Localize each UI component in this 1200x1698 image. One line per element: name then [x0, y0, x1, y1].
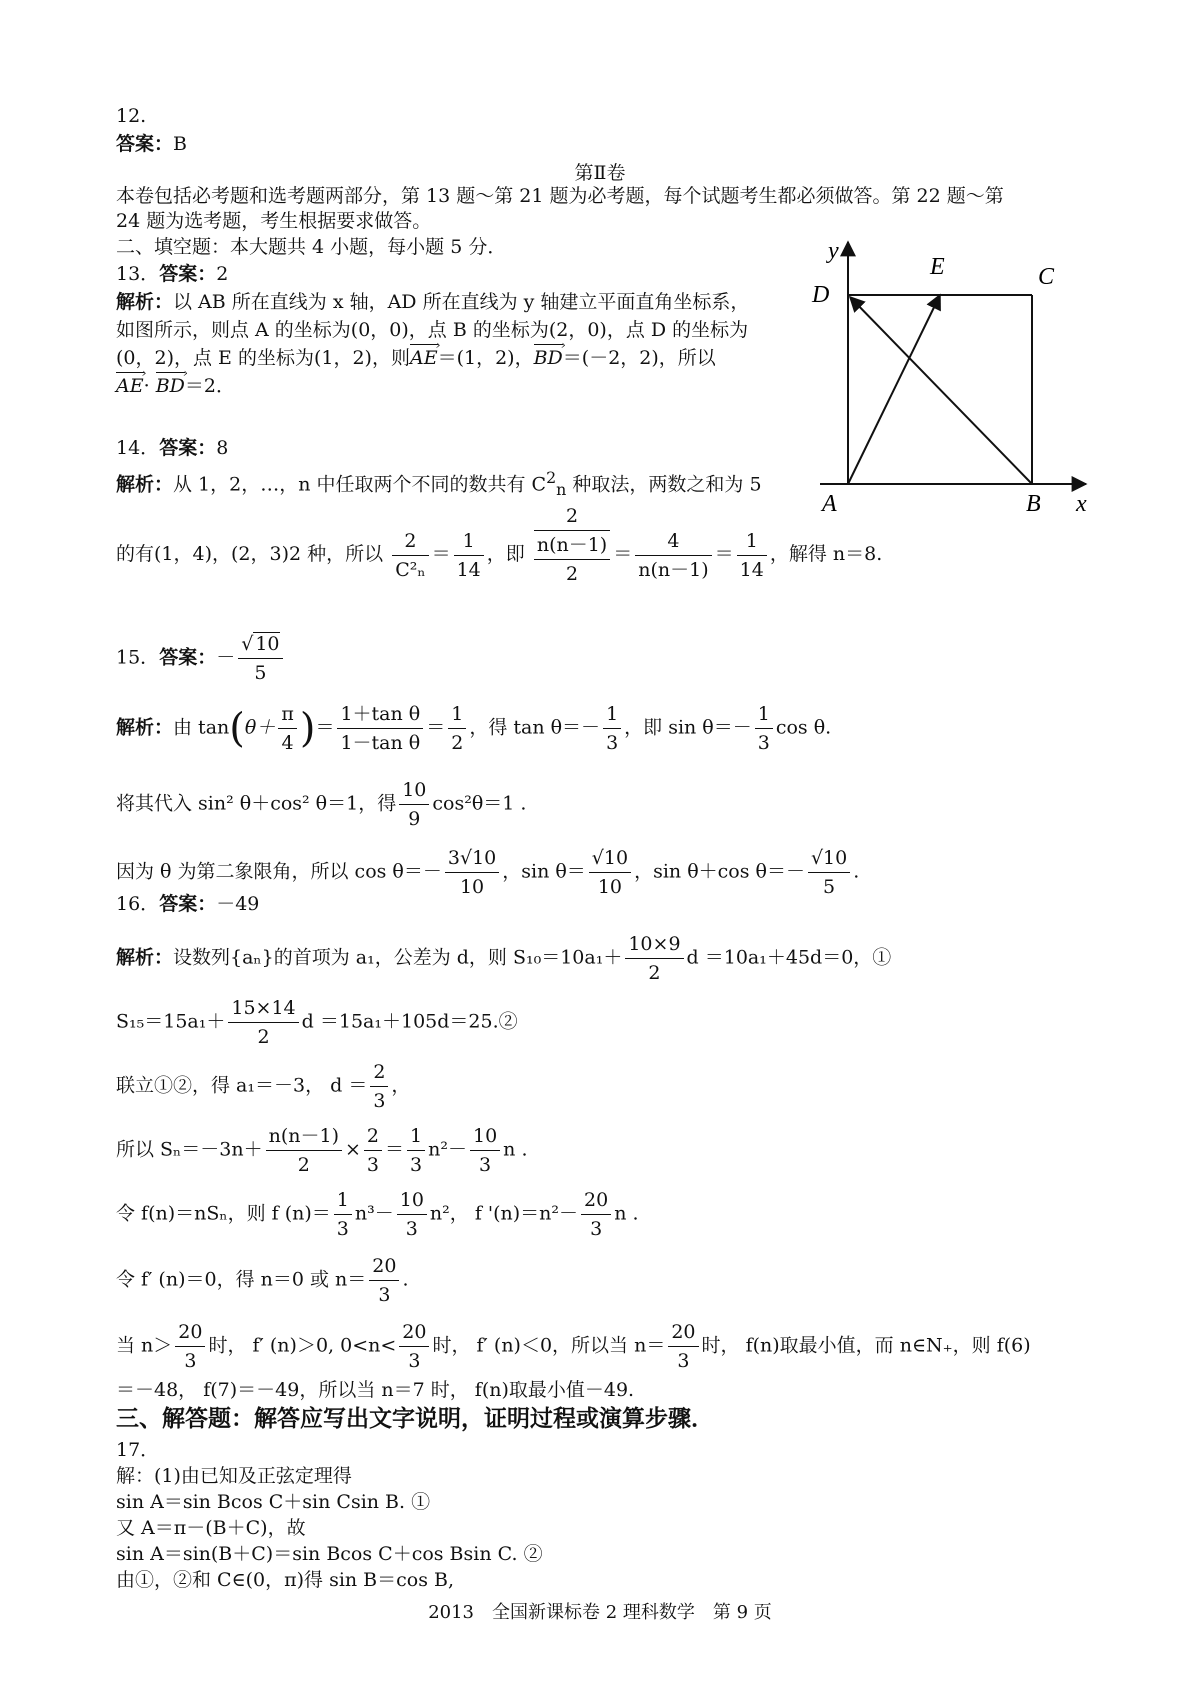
numerator: 1	[448, 700, 466, 729]
fraction	[399, 776, 429, 833]
label-c: C	[1038, 264, 1055, 290]
denominator: 3	[184, 1350, 197, 1372]
q13-line-4	[116, 374, 235, 398]
text: .	[853, 860, 860, 883]
q13-header	[116, 262, 228, 286]
text: ＝	[385, 1138, 405, 1161]
denominator: 3	[366, 1154, 380, 1176]
text: cos²θ＝1 .	[432, 792, 527, 815]
numerator: 1	[454, 527, 484, 556]
numerator: √ 10	[238, 630, 282, 659]
intro-line-1: 本卷包括必考题和选考题两部分，第 13 题～第 21 题为必考题，每个试题考生都必须做答。第 22 题～第	[116, 185, 1004, 207]
text: 时， f(n)取最小值，而 n∈N₊，则 f(6)	[701, 1334, 1031, 1357]
answer-value: 2	[216, 263, 229, 285]
text: cos θ.	[775, 716, 832, 739]
text: 时， f′ (n)＞0, 0<n<	[208, 1334, 397, 1357]
fraction	[589, 844, 631, 901]
numerator: 1	[755, 700, 773, 729]
numerator: 4	[635, 527, 711, 556]
fraction	[397, 1186, 427, 1243]
denominator: 3	[408, 1350, 421, 1372]
answer-label: 答案：	[159, 263, 217, 285]
text: ＝	[431, 543, 451, 565]
vector-ae: AE ›	[410, 346, 438, 370]
fraction	[407, 1122, 425, 1179]
numerator: 2	[364, 1122, 382, 1151]
radicand: 10	[255, 633, 280, 655]
text: 联立①②，得 a₁＝－3， d ＝	[116, 1074, 368, 1097]
text: ＝	[613, 543, 633, 565]
analysis-label: 解析：	[116, 946, 174, 969]
text: 由 tan	[173, 716, 230, 739]
text: n .	[503, 1138, 528, 1161]
q13-line-2: 如图所示，则点 A 的坐标为(0，0)，点 B 的坐标为(2，0)，点 D 的坐标为	[116, 319, 749, 341]
denominator: 2	[565, 563, 579, 585]
text: d ＝15a₁＋105d＝25.②	[301, 1010, 518, 1033]
superscript: 2	[546, 468, 557, 487]
section-title: 第Ⅱ卷	[574, 162, 626, 184]
answer-label: 答案：	[159, 893, 217, 915]
text: ·	[143, 375, 156, 397]
q16-line-5	[116, 1186, 639, 1243]
answer-label: 答案：	[159, 646, 217, 669]
denominator: 10	[597, 876, 623, 898]
text: 设数列{aₙ}的首项为 a₁，公差为 d，则 S₁₀＝10a₁＋	[173, 946, 623, 969]
question-number: 15．	[116, 646, 160, 669]
q15-line-1: 解析：由 tan(θ＋ $\frac{\pi}{4}$ )＝ $\frac{\text{1＋tan θ}}{\text{1－tan θ}}$ ＝ $\frac{1}{2}$ ，得 tan θ＝－ $\frac{1}{3}$ ，即 sin θ＝－ $\frac{1}{3}$ cos θ.	[116, 700, 831, 757]
denominator: 14	[456, 558, 481, 581]
fraction	[454, 527, 484, 584]
denominator: 3	[373, 1090, 386, 1112]
vector-bd: BD ›	[156, 374, 185, 398]
fraction	[238, 630, 282, 687]
text: ＝2．	[184, 375, 235, 397]
numerator: 3√10	[445, 844, 499, 873]
text: n³－	[354, 1202, 394, 1225]
fraction	[364, 1122, 382, 1179]
q16-header	[116, 892, 259, 916]
denominator: 1－tan θ	[340, 732, 421, 754]
denominator: 3	[405, 1218, 418, 1240]
q16-line-7	[116, 1318, 1031, 1375]
page-footer: 2013 全国新课标卷 2 理科数学 第 9 页	[428, 1602, 772, 1623]
denominator: 3	[590, 1218, 603, 1240]
denominator: 3	[479, 1154, 492, 1176]
text: ＝(－2，2)，所以	[562, 347, 716, 369]
text: ，解得 n＝8.	[769, 543, 883, 565]
text: ＝	[714, 543, 734, 565]
text: n²－	[428, 1138, 467, 1161]
analysis-text: 以 AB 所在直线为 x 轴，AD 所在直线为 y 轴建立平面直角坐标系，	[173, 291, 750, 313]
label-y: y	[828, 238, 839, 264]
text: 所以 Sₙ＝－3n＋	[116, 1138, 263, 1161]
denominator: 5	[823, 876, 836, 898]
q16-line-3	[116, 1058, 410, 1115]
denominator: 3	[606, 732, 619, 754]
answer-label: 答案：	[116, 133, 174, 155]
numerator: 2	[370, 1058, 388, 1087]
text: ，	[391, 1074, 411, 1097]
q17-line-5: 由①，②和 C∈(0，π)得 sin B＝cos B,	[116, 1569, 455, 1591]
fraction	[668, 1318, 698, 1375]
coordinate-figure	[800, 236, 1100, 516]
q13-line-1	[116, 290, 749, 314]
fraction	[399, 1318, 429, 1375]
vector-ae-arrow	[848, 295, 940, 484]
numerator: √10	[808, 844, 850, 873]
label-a: A	[822, 491, 837, 516]
q16-line-1	[116, 930, 891, 987]
fill-heading: 二、填空题：本大题共 4 小题，每小题 5 分．	[116, 236, 507, 258]
q16-line-4	[116, 1122, 528, 1179]
text: 因为 θ 为第二象限角，所以 cos θ＝－	[116, 860, 442, 883]
text: ×	[345, 1138, 361, 1161]
analysis-label: 解析：	[116, 473, 174, 496]
answer-label: 答案：	[159, 437, 217, 459]
q15-header	[116, 630, 286, 687]
denominator: C²ₙ	[395, 558, 426, 581]
text: 时， f′ (n)＜0，所以当 n＝	[432, 1334, 666, 1357]
q15-line-2	[116, 776, 526, 833]
numerator: √10	[589, 844, 631, 873]
numerator: 1	[737, 527, 767, 556]
vector-bd-arrow	[850, 297, 1032, 484]
denominator: n(n－1)	[638, 558, 709, 581]
fraction	[603, 700, 621, 757]
text: ，sin θ＋cos θ＝－	[634, 860, 805, 883]
denominator: 4	[281, 732, 294, 754]
text: S₁₅＝15a₁＋	[116, 1010, 226, 1033]
numerator: 20	[399, 1318, 429, 1347]
denominator: 2	[257, 1026, 270, 1048]
label-e: E	[930, 254, 945, 280]
numerator: 20	[668, 1318, 698, 1347]
text: 令 f(n)＝nSₙ，则 f (n)＝	[116, 1202, 331, 1225]
numerator: 2	[392, 527, 428, 556]
fraction	[808, 844, 850, 901]
numerator: 1	[334, 1186, 352, 1215]
answer-value: 8	[216, 437, 229, 459]
text: 令 f′ (n)＝0，得 n＝0 或 n＝	[116, 1268, 367, 1291]
q17-line-2: sin A＝sin Bcos C＋sin Csin B. ①	[116, 1491, 431, 1513]
vector-bd: BD ›	[534, 346, 563, 370]
numerator: 1	[407, 1122, 425, 1151]
text: ，得 tan θ＝－	[469, 716, 601, 739]
answer-value: B	[173, 133, 187, 155]
denominator: 9	[408, 808, 421, 830]
fraction	[392, 527, 428, 584]
fraction	[635, 527, 711, 584]
text: ，即 sin θ＝－	[624, 716, 752, 739]
numerator: 10×9	[625, 930, 683, 959]
denominator: 3	[378, 1284, 391, 1306]
q17-line-1: 解：(1)由已知及正弦定理得	[116, 1465, 352, 1487]
intro-line-2: 24 题为选考题，考生根据要求做答。	[116, 210, 432, 232]
fraction	[737, 527, 767, 584]
fraction	[755, 700, 773, 757]
text: 从 1，2，…，n 中任取两个不同的数共有 C	[173, 473, 547, 496]
text: θ＋	[244, 716, 276, 739]
question-number: 16．	[116, 893, 160, 915]
text: (0，2)，点 E 的坐标为(1，2)，则	[116, 347, 410, 369]
denominator: 3	[336, 1218, 349, 1240]
q17-number: 17．	[116, 1439, 160, 1461]
analysis-label: 解析：	[116, 716, 174, 739]
q13-line-3	[116, 346, 716, 370]
q14-line-1	[116, 466, 762, 502]
denominator: n(n－1)	[534, 531, 610, 560]
section3-heading: 三、解答题：解答应写出文字说明，证明过程或演算步骤．	[116, 1406, 714, 1432]
text: 将其代入 sin² θ＋cos² θ＝1，得	[116, 792, 397, 815]
numerator: 10	[470, 1122, 500, 1151]
q14-header	[116, 436, 228, 460]
numerator: 15×14	[228, 994, 298, 1023]
right-paren: )	[299, 705, 316, 752]
denominator: 3	[757, 732, 770, 754]
denominator: 3	[410, 1154, 423, 1176]
fraction	[625, 930, 683, 987]
fraction	[448, 700, 466, 757]
fraction	[445, 844, 499, 901]
numerator: 1	[603, 700, 621, 729]
fraction	[370, 1058, 388, 1115]
q14-line-2	[116, 502, 882, 588]
text: ，sin θ＝	[502, 860, 586, 883]
text: .	[402, 1268, 409, 1291]
q17-line-3: 又 A＝π－(B＋C)，故	[116, 1517, 306, 1539]
text: d ＝10a₁＋45d＝0，①	[686, 946, 892, 969]
text: 的有(1，4)，(2，3)2 种，所以	[116, 543, 384, 565]
text: ＝(1，2)，	[437, 347, 534, 369]
fraction	[278, 700, 297, 757]
q16-line-2	[116, 994, 518, 1051]
question-number: 13．	[116, 263, 160, 285]
subscript: n	[556, 480, 567, 500]
numerator: 1＋tan θ	[337, 700, 423, 729]
fraction	[337, 700, 423, 757]
fraction	[470, 1122, 500, 1179]
denominator: 3	[677, 1350, 690, 1372]
numerator: 10	[397, 1186, 427, 1215]
numerator: 10	[399, 776, 429, 805]
text: －	[216, 646, 236, 669]
fraction	[369, 1252, 399, 1309]
left-paren: (	[229, 705, 245, 752]
numerator: 2	[534, 502, 610, 531]
question-number: 14．	[116, 437, 160, 459]
q16-line-6	[116, 1252, 409, 1309]
denominator: 14	[739, 558, 764, 581]
label-b: B	[1026, 491, 1041, 516]
label-x: x	[1076, 491, 1087, 516]
numerator: 20	[369, 1252, 399, 1281]
denominator: 2	[297, 1154, 310, 1176]
q12-number: 12.	[116, 105, 147, 127]
denominator: 10	[459, 876, 485, 898]
fraction	[334, 1186, 352, 1243]
numerator: π	[278, 700, 297, 729]
label-d: D	[812, 282, 830, 308]
text: 当 n＞	[116, 1334, 173, 1357]
q17-line-4: sin A＝sin(B＋C)＝sin Bcos C＋cos Bsin C. ②	[116, 1543, 543, 1565]
text: 种取法，两数之和为 5	[566, 473, 762, 496]
numerator: 20	[175, 1318, 205, 1347]
vector-ae: AE ›	[116, 374, 144, 398]
answer-value: －49	[216, 893, 260, 915]
fraction	[266, 1122, 342, 1179]
numerator: n(n－1)	[266, 1122, 342, 1151]
text: n²， f '(n)＝n²－	[429, 1202, 579, 1225]
analysis-label: 解析：	[116, 291, 174, 313]
fraction	[228, 994, 298, 1051]
fraction	[175, 1318, 205, 1375]
denominator: 2	[451, 732, 464, 754]
denominator: 5	[254, 662, 267, 684]
text: n .	[614, 1202, 639, 1225]
text: ，即	[486, 543, 525, 565]
fraction	[581, 1186, 611, 1243]
q12-answer	[116, 132, 187, 156]
fraction	[534, 502, 610, 588]
numerator: 20	[581, 1186, 611, 1215]
q16-line-8: ＝－48， f(7)＝－49，所以当 n＝7 时， f(n)取最小值－49.	[116, 1379, 635, 1401]
denominator: 2	[648, 962, 661, 984]
